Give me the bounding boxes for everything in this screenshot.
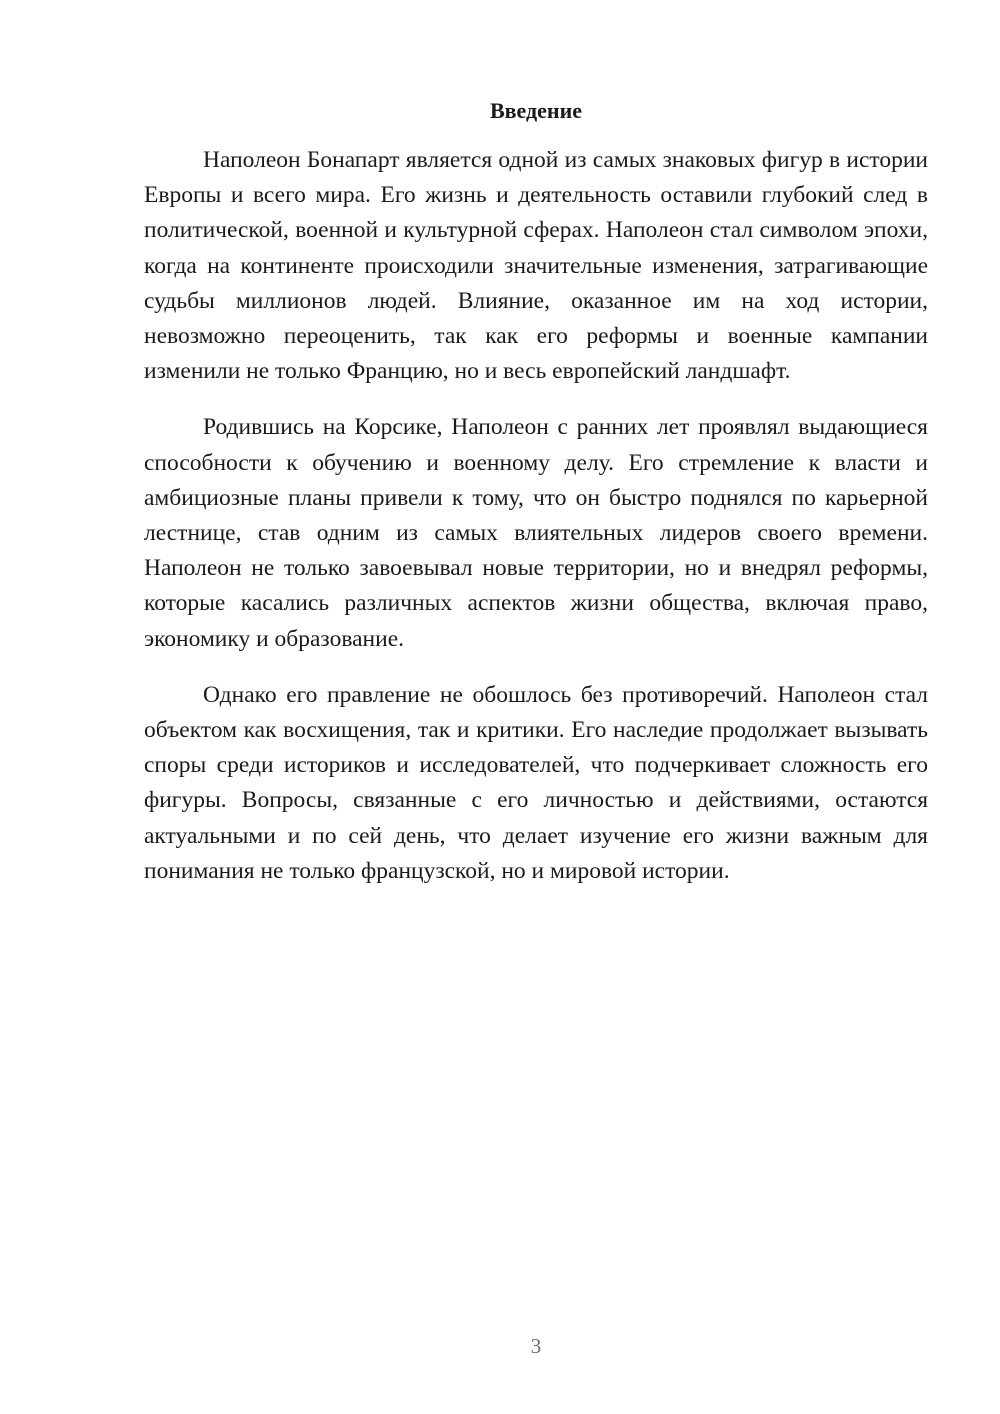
section-title: Введение — [489, 98, 583, 123]
paragraph-2: Родившись на Корсике, Наполеон с ранних лет проявлял выдающиеся способности к обучению и военному делу. Его стремление к власти и амбициозные планы привели к тому, что он быстро поднялся по карьерной лестнице, став одним из самых влиятельных лидеров своего времени. Наполеон не только завоевывал новые территории, но и внедрял реформы, которые касались различных аспектов жизни общества, включая право, экономику и образование. — [144, 414, 928, 652]
page-number: 3 — [530, 1334, 542, 1358]
body-text — [144, 143, 928, 910]
paragraph-3: Однако его правление не обошлось без противоречий. Наполеон стал объектом как восхищения, так и критики. Его наследие продолжает вызывать споры среди историков и исследователей, что подчеркивает сложность его фигуры. Вопросы, связанные с его личностью и действиями, остаются актуальными и по сей день, что делает изучение его жизни важным для понимания не только французской, но и мировой истории. — [144, 681, 928, 884]
paragraph-1: Наполеон Бонапарт является одной из самых знаковых фигур в истории Европы и всего мира. Его жизнь и деятельность оставили глубокий след в политической, военной и культурной сферах. Наполеон стал символом эпохи, когда на континенте происходили значительные изменения, затрагивающие судьбы миллионов людей. Влияние, оказанное им на ход истории, невозможно переоценить, так как его реформы и военные кампании изменили не только Францию, но и весь европейский ландшафт. — [144, 147, 928, 385]
